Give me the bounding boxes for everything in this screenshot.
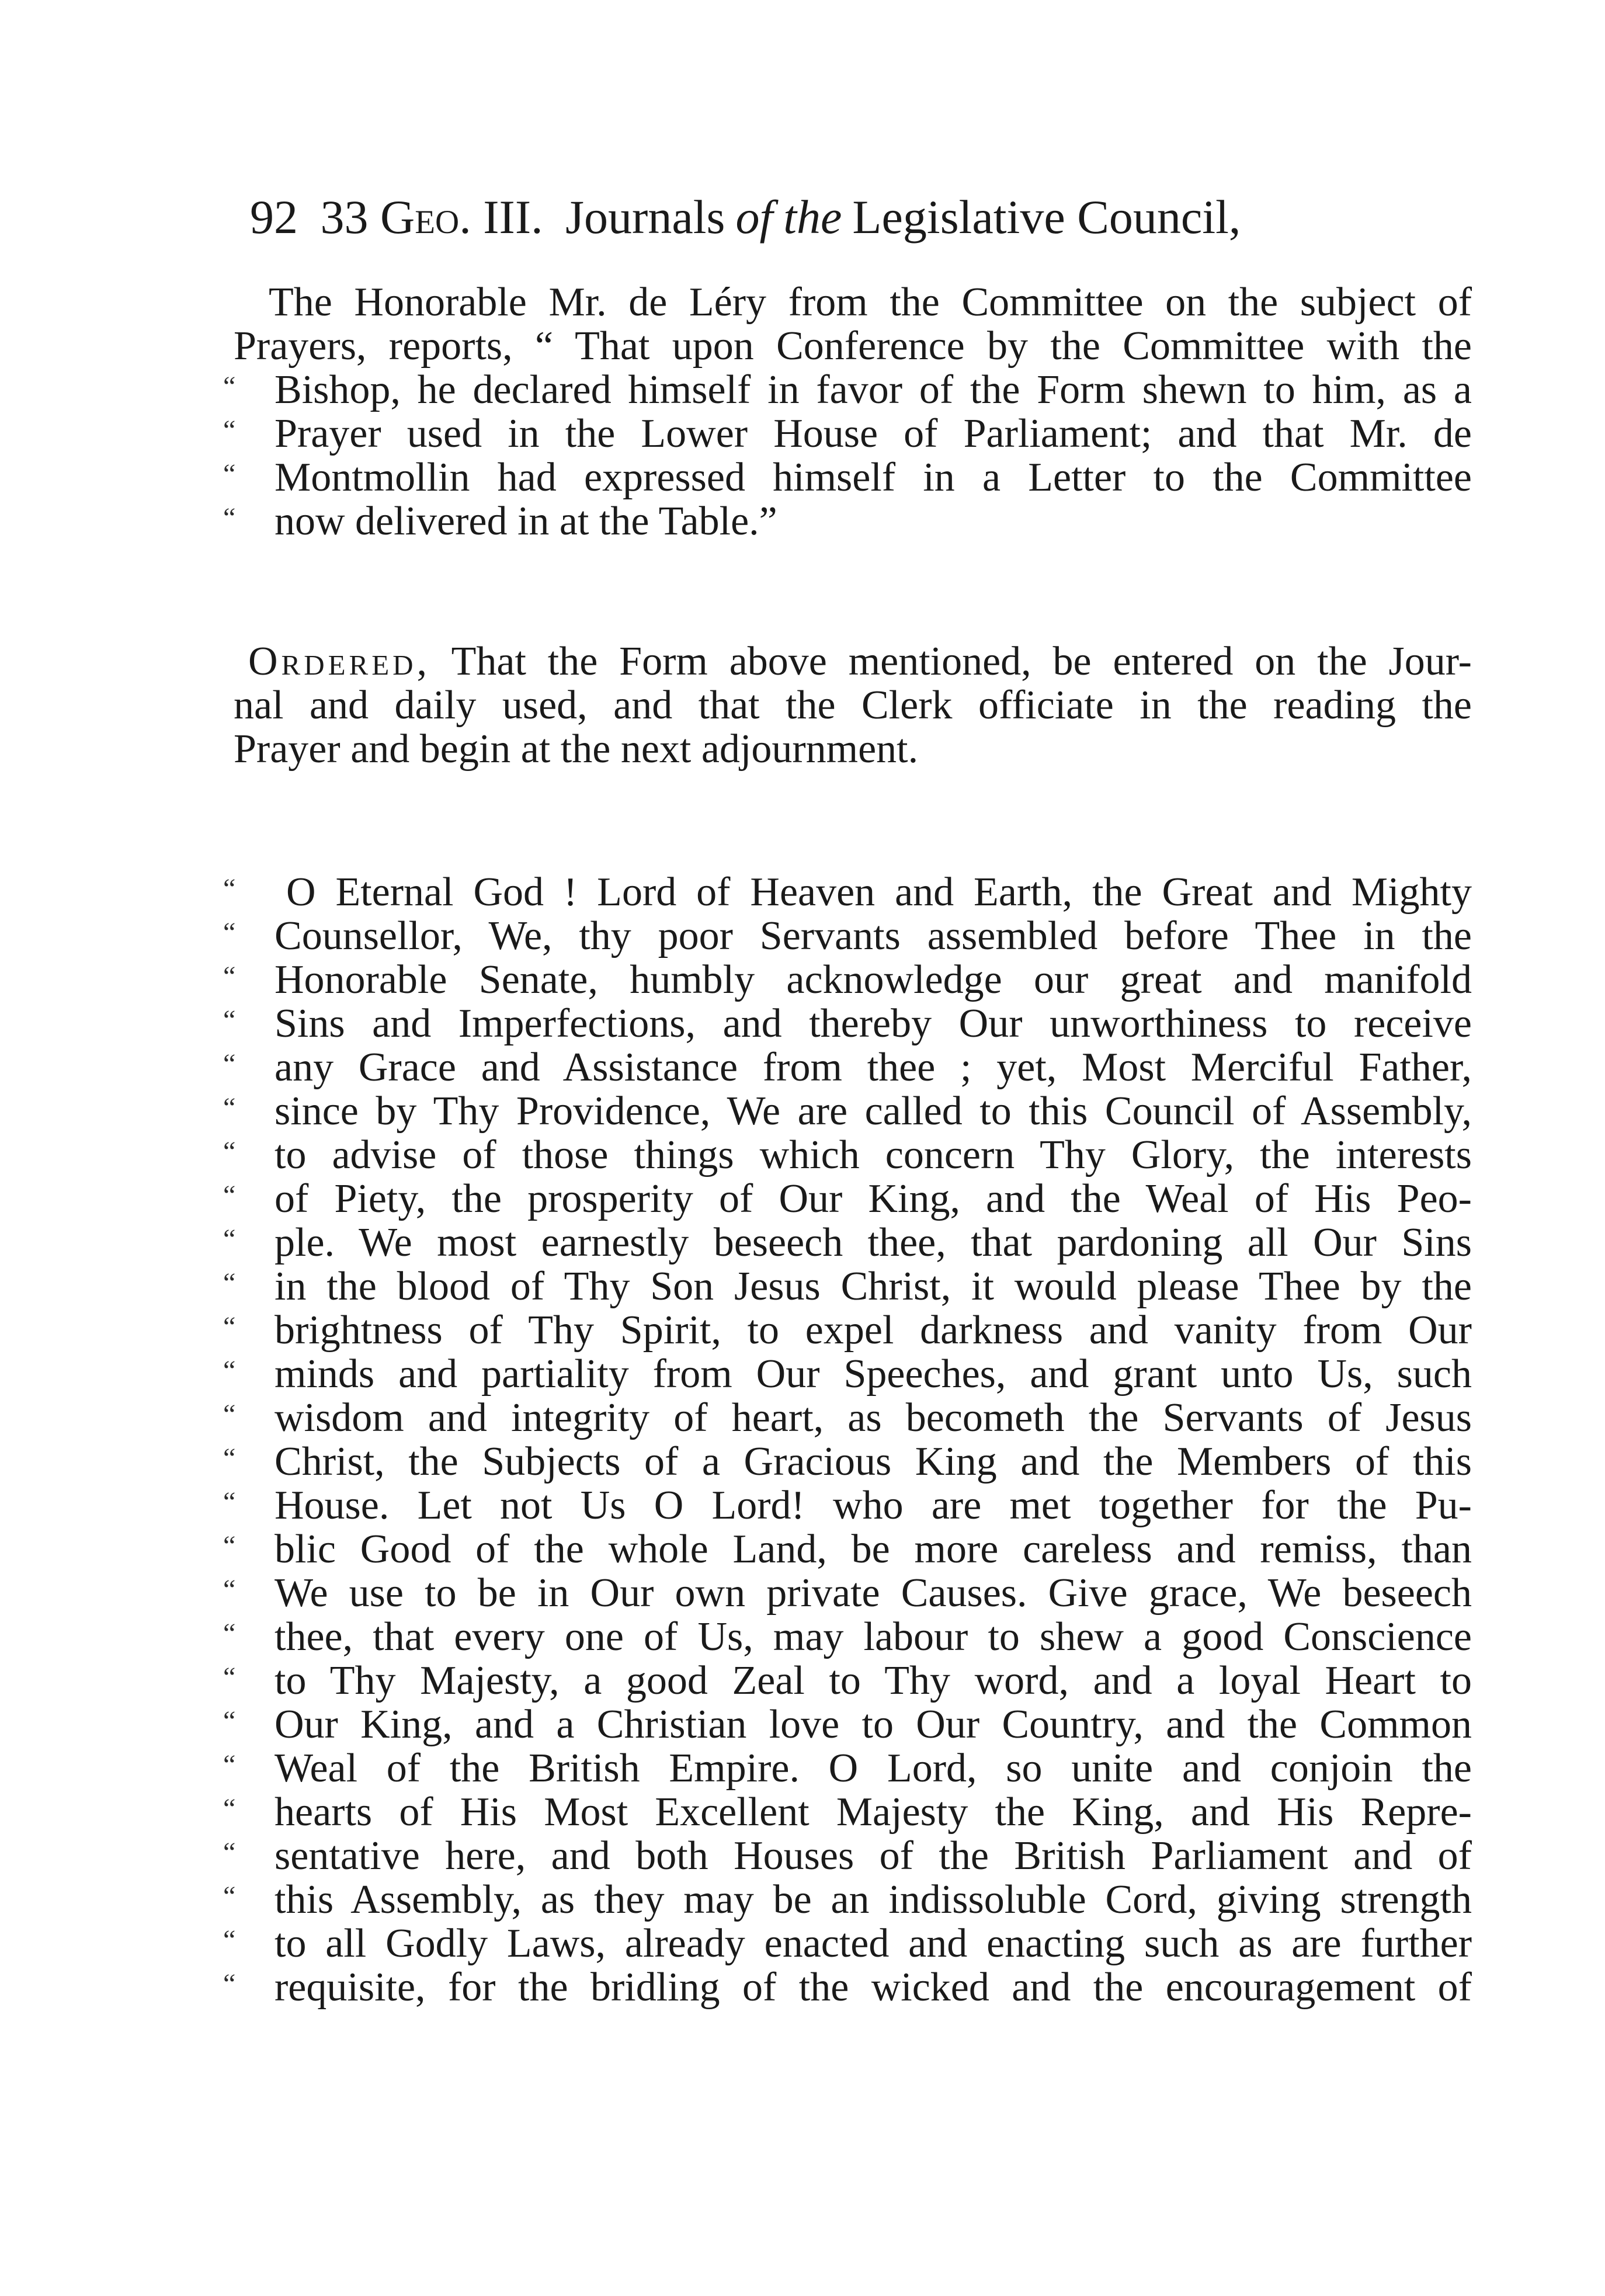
report-line: “ Montmollin had expressed himself in a Letter to the Committee: [223, 455, 1472, 500]
prayer-line: “ since by Thy Providence, We are called to this Council of Assembly,: [223, 1089, 1472, 1134]
quote-mark: “: [223, 1180, 236, 1211]
regnal-year: 33 Geo. III.: [320, 190, 543, 244]
prayer-line: “ to advise of those things which concern Thy Glory, the interests: [223, 1133, 1472, 1177]
quote-mark: “: [223, 1092, 236, 1123]
prayer-line: “ brightness of Thy Spirit, to expel darkness and vanity from Our: [223, 1308, 1472, 1353]
quote-mark: “: [223, 1311, 236, 1342]
prayer-line: “ ple. We most earnestly beseech thee, that pardoning all Our Sins: [223, 1220, 1472, 1265]
prayer-line: “ blic Good of the whole Land, be more careless and remiss, than: [223, 1527, 1472, 1572]
journal-title-council: Legislative Council,: [852, 190, 1241, 244]
journal-title-of: of: [735, 190, 773, 244]
report-line: “ Prayer used in the Lower House of Parliament; and that Mr. de: [223, 411, 1472, 456]
order-line: Ordered, That the Form above mentioned, be entered on the Jour-: [248, 639, 1472, 684]
prayer-line: “ We use to be in Our own private Causes. Give grace, We beseech: [223, 1571, 1472, 1616]
quote-mark: “: [223, 961, 236, 992]
quote-mark: “: [223, 1618, 236, 1649]
report-line: Prayers, reports, “ That upon Conference by the Committee with the: [234, 324, 1472, 369]
journal-title-the: the: [783, 190, 842, 244]
prayer-line: “ thee, that every one of Us, may labour to shew a good Conscience: [223, 1614, 1472, 1659]
quote-mark: “: [223, 917, 236, 948]
quote-mark: “: [223, 1837, 236, 1868]
quote-mark: “: [223, 1399, 236, 1430]
quote-mark: “: [223, 502, 236, 533]
report-line: “ now delivered in at the Table.”: [223, 499, 777, 544]
prayer-line: “ Weal of the British Empire. O Lord, so unite and conjoin the: [223, 1746, 1472, 1791]
report-line: “ Bishop, he declared himself in favor of the Form shewn to him, as a: [223, 367, 1472, 412]
quote-mark: “: [223, 1968, 236, 1999]
prayer-line: “ wisdom and integrity of heart, as becometh the Servants of Jesus: [223, 1395, 1472, 1440]
running-head: [250, 182, 1494, 252]
quote-mark: “: [223, 1530, 236, 1561]
ordered-paragraph: [234, 640, 1472, 771]
quote-mark: “: [223, 1793, 236, 1824]
quote-mark: “: [223, 1662, 236, 1693]
prayer-line: “ requisite, for the bridling of the wicked and the encouragement of: [223, 1965, 1472, 2010]
quote-mark: “: [223, 371, 236, 402]
quote-mark: “: [223, 873, 236, 904]
quote-mark: “: [223, 415, 236, 446]
quote-mark: “: [223, 1574, 236, 1605]
quote-mark: “: [223, 1355, 236, 1386]
quote-mark: “: [223, 458, 236, 489]
quote-mark: “: [223, 1443, 236, 1474]
prayer-line: “ Christ, the Subjects of a Gracious King and the Members of this: [223, 1439, 1472, 1484]
prayer-line: “ in the blood of Thy Son Jesus Christ, it would please Thee by the: [223, 1264, 1472, 1309]
quote-mark: “: [223, 1925, 236, 1955]
prayer-line: “ minds and partiality from Our Speeches, and grant unto Us, such: [223, 1352, 1472, 1397]
ordered-label: Ordered,: [248, 639, 431, 684]
prayer-line: “ of Piety, the prosperity of Our King, and the Weal of His Peo-: [223, 1176, 1472, 1221]
quote-mark: “: [223, 1005, 236, 1036]
report-line: The Honorable Mr. de Léry from the Committee on the subject of: [269, 280, 1472, 325]
committee-report-paragraph: [223, 280, 1472, 544]
page-number: 92: [250, 190, 298, 244]
prayer-line: “ Counsellor, We, thy poor Servants assembled before Thee in the: [223, 913, 1472, 958]
quote-mark: “: [223, 1881, 236, 1912]
quote-mark: “: [223, 1705, 236, 1736]
prayer-line: “ Sins and Imperfections, and thereby Our unworthiness to receive: [223, 1001, 1472, 1046]
quote-mark: “: [223, 1749, 236, 1780]
quote-mark: “: [223, 1224, 236, 1255]
prayer-line: “ Honorable Senate, humbly acknowledge our great and manifold: [223, 957, 1472, 1002]
prayer-line: “ any Grace and Assistance from thee ; yet, Most Merciful Father,: [223, 1045, 1472, 1090]
quote-mark: “: [223, 1048, 236, 1079]
journal-title-word: Journals: [565, 190, 725, 244]
prayer-line: “ to Thy Majesty, a good Zeal to Thy word, and a loyal Heart to: [223, 1658, 1472, 1703]
prayer-text: [223, 870, 1472, 2010]
prayer-line: “ to all Godly Laws, already enacted and enacting such as are further: [223, 1921, 1472, 1966]
prayer-line: “ this Assembly, as they may be an indissoluble Cord, giving strength: [223, 1877, 1472, 1922]
order-line: Prayer and begin at the next adjournment.: [234, 727, 919, 772]
prayer-line: “ Our King, and a Christian love to Our Country, and the Common: [223, 1702, 1472, 1747]
quote-mark: “: [223, 1267, 236, 1298]
order-line: nal and daily used, and that the Clerk officiate in the reading the: [234, 683, 1472, 728]
quote-mark: “: [223, 1136, 236, 1167]
prayer-line: “ hearts of His Most Excellent Majesty the King, and His Repre-: [223, 1790, 1472, 1835]
prayer-line: “ House. Let not Us O Lord! who are met together for the Pu-: [223, 1483, 1472, 1528]
prayer-line: “ O Eternal God ! Lord of Heaven and Earth, the Great and Mighty: [223, 870, 1472, 915]
quote-mark: “: [223, 1486, 236, 1517]
prayer-line: “ sentative here, and both Houses of the British Parliament and of: [223, 1833, 1472, 1878]
